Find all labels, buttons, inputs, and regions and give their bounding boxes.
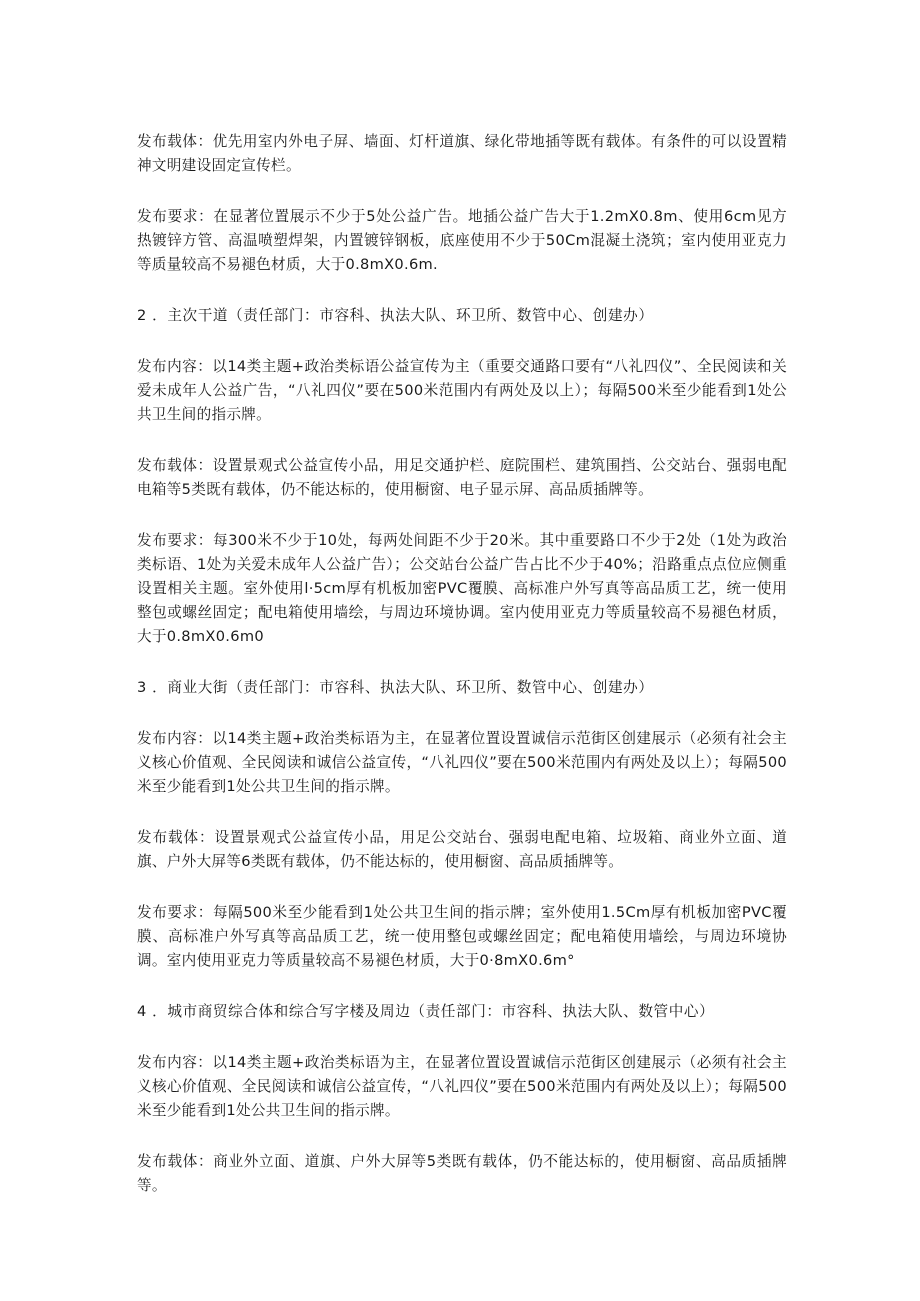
paragraph-main-roads-requirements: 发布要求：每300米不少于10处，每两处间距不少于20米。其中重要路口不少于2处（1处为政治类标语、1处为关爱未成年人公益广告）；公交站台公益广告占比不少于40%；沿路重点点位应侧重设置相关主题。室外使用l·5cm厚有机板加密PVC覆膜、高标准户外写真等高品质工艺，统一使用整包或螺丝固定；配电箱使用墙绘，与周边环境协调。室内使用亚克力等质量较高不易褪色材质，大于0.8mX0.6m0 [137, 532, 787, 645]
section-heading-commercial-complex: 4 ．城市商贸综合体和综合写字楼及周边（责任部门：市容科、执法大队、数管中心） [137, 1003, 715, 1020]
paragraph-requirements-intro: 发布要求：在显著位置展示不少于5处公益广告。地插公益广告大于1.2mX0.8m、使用6cm见方热镀锌方管、高温喷塑焊架，内置镀锌钢板，底座使用不少于50Cm混凝土浇筑；室内使用亚克力等质量较高不易褪色材质，大于0.8mX0.6m. [137, 208, 787, 273]
paragraph-main-roads-carrier: 发布载体：设置景观式公益宣传小品，用足交通护栏、庭院围栏、建筑围挡、公交站台、强弱电配电箱等5类既有载体，仍不能达标的，使用橱窗、电子显示屏、高品质插牌等。 [137, 457, 787, 498]
document-page [137, 130, 787, 1225]
paragraph-commercial-street-carrier: 发布载体：设置景观式公益宣传小品，用足公交站台、强弱电配电箱、垃圾箱、商业外立面、道旗、户外大屏等6类既有载体，仍不能达标的，使用橱窗、高品质插牌等。 [137, 829, 787, 870]
paragraph-commercial-complex-content: 发布内容：以14类主题+政治类标语为主，在显著位置设置诚信示范街区创建展示（必须有社会主义核心价值观、全民阅读和诚信公益宣传，“八礼四仪”要在500米范围内有两处及以上）；每隔500米至少能看到1处公共卫生间的指示牌。 [137, 1054, 787, 1119]
paragraph-commercial-complex-carrier: 发布载体：商业外立面、道旗、户外大屏等5类既有载体，仍不能达标的，使用橱窗、高品质插牌等。 [137, 1153, 787, 1194]
paragraph-main-roads-content: 发布内容：以14类主题+政治类标语公益宣传为主（重要交通路口要有“八礼四仪”、全民阅读和关爱未成年人公益广告，“八礼四仪”要在500米范围内有两处及以上）；每隔500米至少能看到1处公共卫生间的指示牌。 [137, 358, 787, 423]
paragraph-carrier-intro: 发布载体：优先用室内外电子屏、墙面、灯杆道旗、绿化带地插等既有载体。有条件的可以设置精神文明建设固定宣传栏。 [137, 133, 787, 174]
section-heading-main-roads: 2 ．主次干道（责任部门：市容科、执法大队、环卫所、数管中心、创建办） [137, 307, 654, 324]
paragraph-commercial-street-content: 发布内容：以14类主题+政治类标语为主，在显著位置设置诚信示范街区创建展示（必须有社会主义核心价值观、全民阅读和诚信公益宣传，“八礼四仪”要在500米范围内有两处及以上）；每隔500米至少能看到1处公共卫生间的指示牌。 [137, 730, 787, 795]
paragraph-commercial-street-requirements: 发布要求：每隔500米至少能看到1处公共卫生间的指示牌；室外使用1.5Cm厚有机板加密PVC覆膜、高标准户外写真等高品质工艺，统一使用整包或螺丝固定；配电箱使用墙绘，与周边环境协调。室内使用亚克力等质量较高不易褪色材质，大于0·8mX0.6m° [137, 904, 787, 969]
section-heading-commercial-street: 3 ．商业大街（责任部门：市容科、执法大队、环卫所、数管中心、创建办） [137, 679, 654, 696]
